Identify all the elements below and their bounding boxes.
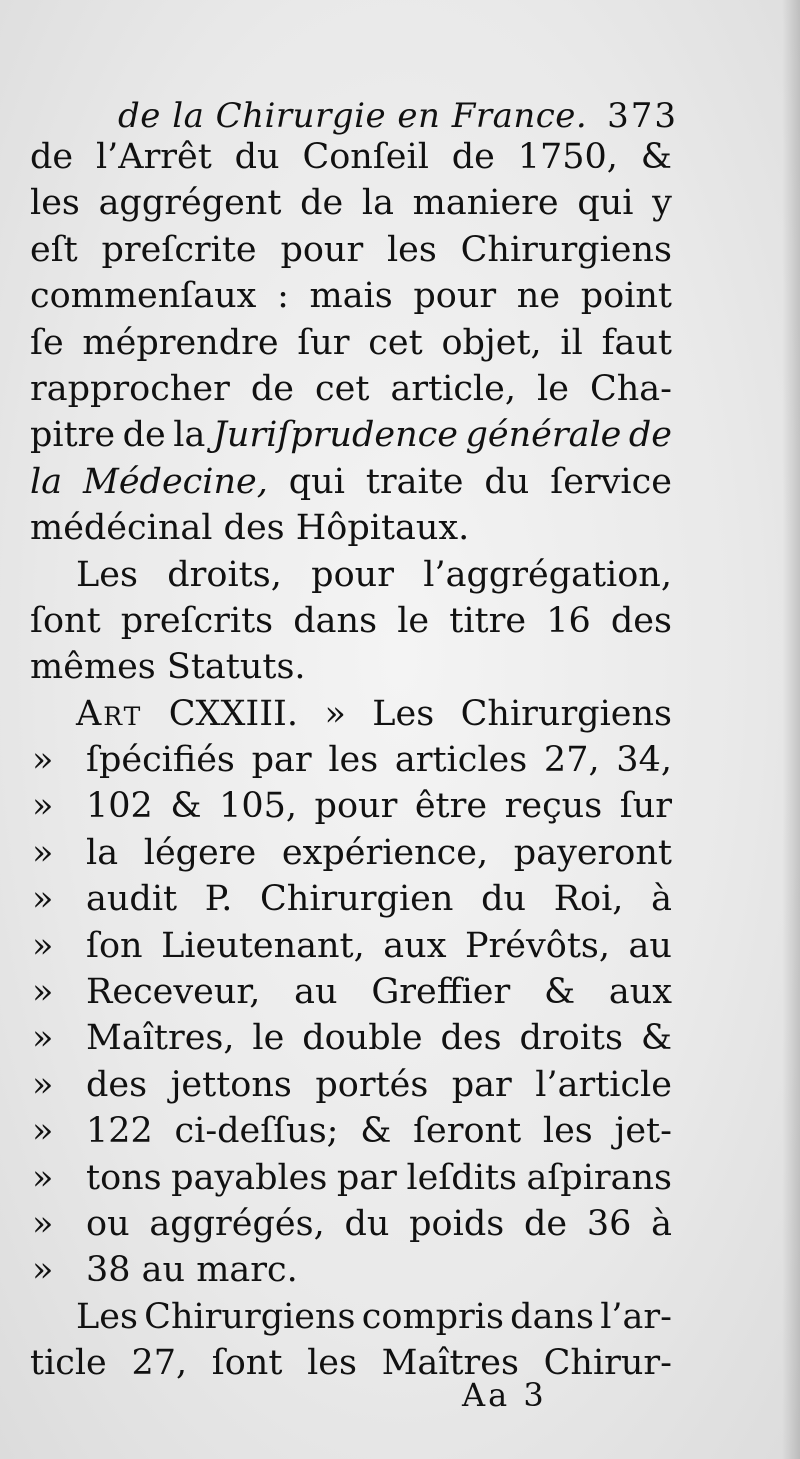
word: portés bbox=[315, 1064, 429, 1105]
word: ſe bbox=[30, 322, 64, 363]
word: le bbox=[537, 368, 569, 409]
word: 102 bbox=[86, 786, 153, 827]
quote-mark: » bbox=[32, 786, 54, 827]
quote-mark: » bbox=[32, 1111, 54, 1152]
word: Cha- bbox=[589, 368, 672, 409]
word: méprendre bbox=[82, 322, 279, 363]
word: jet- bbox=[614, 1111, 672, 1152]
text-line bbox=[30, 737, 672, 783]
word: les bbox=[307, 1343, 357, 1384]
word: 27, bbox=[543, 740, 600, 781]
word: reçus bbox=[504, 786, 603, 827]
word: CXXIII. bbox=[168, 693, 298, 734]
word: Maîtres, bbox=[86, 1018, 235, 1059]
word: Les bbox=[76, 1296, 138, 1337]
text-line bbox=[30, 273, 672, 319]
word: double bbox=[302, 1018, 423, 1059]
text-line bbox=[30, 1155, 672, 1201]
text-line bbox=[30, 459, 672, 505]
word: les bbox=[30, 183, 80, 224]
quote-mark: » bbox=[32, 1157, 54, 1198]
word: objet, bbox=[441, 322, 542, 363]
quote-mark: » bbox=[32, 1203, 54, 1244]
word: 122 bbox=[86, 1111, 153, 1152]
text-line bbox=[30, 1062, 672, 1108]
word: ſont bbox=[211, 1343, 283, 1384]
word: faut bbox=[601, 322, 672, 363]
quote-mark: » bbox=[32, 972, 54, 1013]
text-line bbox=[30, 923, 672, 969]
word: droits bbox=[519, 1018, 623, 1059]
quoted-text bbox=[86, 1062, 672, 1108]
quoted-text bbox=[86, 969, 672, 1015]
word: la bbox=[361, 183, 394, 224]
word: payables bbox=[171, 1157, 328, 1198]
word: qui bbox=[577, 183, 634, 224]
word: aggrégés, bbox=[149, 1203, 325, 1244]
quoted-text bbox=[86, 923, 672, 969]
article-label: Art bbox=[76, 693, 143, 734]
word: pour bbox=[413, 276, 497, 317]
word: ci-deſſus; bbox=[174, 1111, 339, 1152]
word: de bbox=[300, 183, 344, 224]
word: aggrégent bbox=[98, 183, 282, 224]
word: Receveur, bbox=[86, 972, 261, 1013]
word: pitre bbox=[30, 415, 116, 456]
word: l’Arrêt bbox=[95, 137, 212, 177]
word: l’ar- bbox=[600, 1296, 672, 1337]
word: la bbox=[173, 415, 206, 456]
word: & bbox=[640, 137, 672, 177]
word: de bbox=[30, 137, 74, 177]
text-line bbox=[30, 598, 672, 644]
word: ſon bbox=[86, 925, 143, 966]
quoted-text bbox=[86, 1247, 672, 1293]
word: aux bbox=[608, 972, 672, 1013]
word: audit bbox=[86, 879, 178, 920]
text-line bbox=[30, 134, 672, 180]
word: & bbox=[360, 1111, 392, 1152]
word: cet bbox=[368, 322, 423, 363]
quoted-text bbox=[86, 876, 672, 922]
text-line bbox=[30, 691, 672, 737]
word: par bbox=[336, 1157, 397, 1198]
text-line bbox=[30, 180, 672, 226]
word: du bbox=[234, 137, 280, 177]
text-line bbox=[30, 320, 672, 366]
quoted-text bbox=[86, 830, 672, 876]
word: des bbox=[610, 600, 672, 641]
signature-mark: Aa 3 bbox=[462, 1376, 547, 1414]
word: preſcrits bbox=[120, 600, 274, 641]
word: par bbox=[451, 1064, 512, 1105]
word: ſervice bbox=[550, 461, 672, 502]
text-line bbox=[30, 830, 672, 876]
page-number: 373 bbox=[607, 96, 678, 136]
word: ſur bbox=[297, 322, 350, 363]
word: du bbox=[344, 1203, 390, 1244]
word: tons bbox=[86, 1157, 162, 1198]
word: preſcrite bbox=[101, 229, 257, 270]
word: de bbox=[122, 415, 166, 456]
word: du bbox=[481, 879, 527, 920]
word: & bbox=[170, 786, 202, 827]
word: ſont bbox=[30, 600, 101, 641]
word: pour bbox=[311, 554, 394, 595]
word: de bbox=[523, 1203, 568, 1244]
word: titre bbox=[449, 600, 527, 641]
word: » bbox=[324, 693, 346, 734]
word: 16 bbox=[546, 600, 591, 641]
word: 1750, bbox=[517, 137, 618, 177]
word: droits, bbox=[167, 554, 282, 595]
word: l’article bbox=[535, 1064, 672, 1105]
text-line bbox=[30, 969, 672, 1015]
word: ſpécifiés bbox=[86, 740, 235, 781]
word: y bbox=[652, 183, 672, 224]
word: 36 bbox=[586, 1203, 632, 1244]
word: Chirurgiens bbox=[460, 229, 672, 270]
word: poids bbox=[409, 1203, 505, 1244]
quote-mark: » bbox=[32, 925, 54, 966]
word: traite bbox=[365, 461, 464, 502]
word: légere bbox=[143, 832, 257, 873]
quote-mark: » bbox=[32, 1018, 54, 1059]
italic-word: Juriſprudence bbox=[212, 415, 458, 456]
word: articles bbox=[394, 740, 528, 781]
word: il bbox=[560, 322, 583, 363]
word: à bbox=[651, 879, 672, 920]
word: Les bbox=[372, 693, 435, 734]
text-line bbox=[30, 783, 672, 829]
line-text: médécinal des Hôpitaux. bbox=[30, 508, 470, 549]
quote-mark: » bbox=[32, 1064, 54, 1105]
word: les bbox=[542, 1111, 593, 1152]
italic-word: la bbox=[30, 461, 63, 502]
word: Chirur- bbox=[543, 1343, 672, 1384]
word: des bbox=[440, 1018, 502, 1059]
word: Chirurgiens bbox=[144, 1296, 356, 1337]
word: ou bbox=[86, 1203, 130, 1244]
word: aux bbox=[383, 925, 447, 966]
quote-mark: » bbox=[32, 879, 54, 920]
word: article, bbox=[390, 368, 516, 409]
word: le bbox=[252, 1018, 285, 1059]
word: 27, bbox=[131, 1343, 188, 1384]
text-line bbox=[30, 412, 672, 458]
word: le bbox=[397, 600, 430, 641]
word: de bbox=[250, 368, 294, 409]
word: Chirurgien bbox=[260, 879, 454, 920]
word: pour bbox=[280, 229, 364, 270]
word: P. bbox=[204, 879, 233, 920]
quoted-text bbox=[86, 783, 672, 829]
word: jettons bbox=[170, 1064, 292, 1105]
word: l’aggrégation, bbox=[423, 554, 672, 595]
word: Lieutenant, bbox=[161, 925, 365, 966]
word: & bbox=[640, 1018, 672, 1059]
quote-mark: » bbox=[32, 1250, 54, 1291]
quoted-text bbox=[86, 1201, 672, 1247]
word: Prévôts, bbox=[464, 925, 610, 966]
word: pour bbox=[314, 786, 398, 827]
word: aſpirans bbox=[526, 1157, 672, 1198]
word: commenſaux bbox=[30, 276, 257, 317]
italic-word: de bbox=[628, 415, 672, 456]
word: ne bbox=[516, 276, 561, 317]
quote-mark: » bbox=[32, 740, 54, 781]
word: ſeront bbox=[413, 1111, 522, 1152]
text-line bbox=[30, 366, 672, 412]
word: les bbox=[386, 229, 437, 270]
line-text: 38 au marc. bbox=[86, 1250, 298, 1291]
word: au bbox=[628, 925, 672, 966]
text-line bbox=[30, 1015, 672, 1061]
word: au bbox=[294, 972, 338, 1013]
quote-mark: » bbox=[32, 832, 54, 873]
word: Conſeil bbox=[302, 137, 429, 177]
word: Greffier bbox=[371, 972, 511, 1013]
word: maniere bbox=[412, 183, 559, 224]
text-line bbox=[30, 505, 672, 551]
word: cet bbox=[315, 368, 370, 409]
word: rapprocher bbox=[30, 368, 230, 409]
text-line bbox=[30, 1294, 672, 1340]
quoted-text bbox=[86, 737, 672, 783]
word: eſt bbox=[30, 229, 78, 270]
word: dans bbox=[293, 600, 378, 641]
text-line bbox=[30, 1108, 672, 1154]
word: ſur bbox=[619, 786, 672, 827]
text-line bbox=[30, 552, 672, 598]
word: & bbox=[543, 972, 576, 1013]
word: la bbox=[86, 832, 119, 873]
page-edge-shadow bbox=[782, 0, 800, 1459]
word: compris bbox=[361, 1296, 504, 1337]
word: des bbox=[86, 1064, 148, 1105]
text-line bbox=[30, 1201, 672, 1247]
word: du bbox=[484, 461, 530, 502]
word: qui bbox=[288, 461, 345, 502]
text-line bbox=[30, 227, 672, 273]
word: Chirurgiens bbox=[460, 693, 672, 734]
word: ticle bbox=[30, 1343, 107, 1384]
text-line bbox=[30, 644, 672, 690]
word: à bbox=[651, 1203, 672, 1244]
word: : bbox=[277, 276, 289, 317]
quoted-text bbox=[86, 1108, 672, 1154]
word: dans bbox=[510, 1296, 594, 1337]
word: Maîtres bbox=[381, 1343, 519, 1384]
word: de bbox=[451, 137, 495, 177]
quoted-text bbox=[86, 1015, 672, 1061]
word: 34, bbox=[616, 740, 672, 781]
quoted-text bbox=[86, 1155, 672, 1201]
word: 105, bbox=[219, 786, 297, 827]
italic-word: générale bbox=[465, 415, 622, 456]
running-title: de la Chirurgie en France. bbox=[118, 96, 588, 136]
word: Les bbox=[76, 554, 138, 595]
word: expérience, bbox=[281, 832, 489, 873]
word: Roi, bbox=[553, 879, 624, 920]
text-line bbox=[30, 876, 672, 922]
italic-word: Médecine, bbox=[82, 461, 268, 502]
word: payeront bbox=[513, 832, 672, 873]
word: point bbox=[580, 276, 672, 317]
word: être bbox=[414, 786, 488, 827]
word: par bbox=[251, 740, 312, 781]
text-line bbox=[30, 1340, 672, 1386]
word: les bbox=[328, 740, 379, 781]
word: mais bbox=[309, 276, 393, 317]
line-text: mêmes Statuts. bbox=[30, 647, 306, 688]
word: leſdits bbox=[406, 1157, 517, 1198]
text-line bbox=[30, 1247, 672, 1293]
body-text bbox=[30, 134, 672, 1387]
